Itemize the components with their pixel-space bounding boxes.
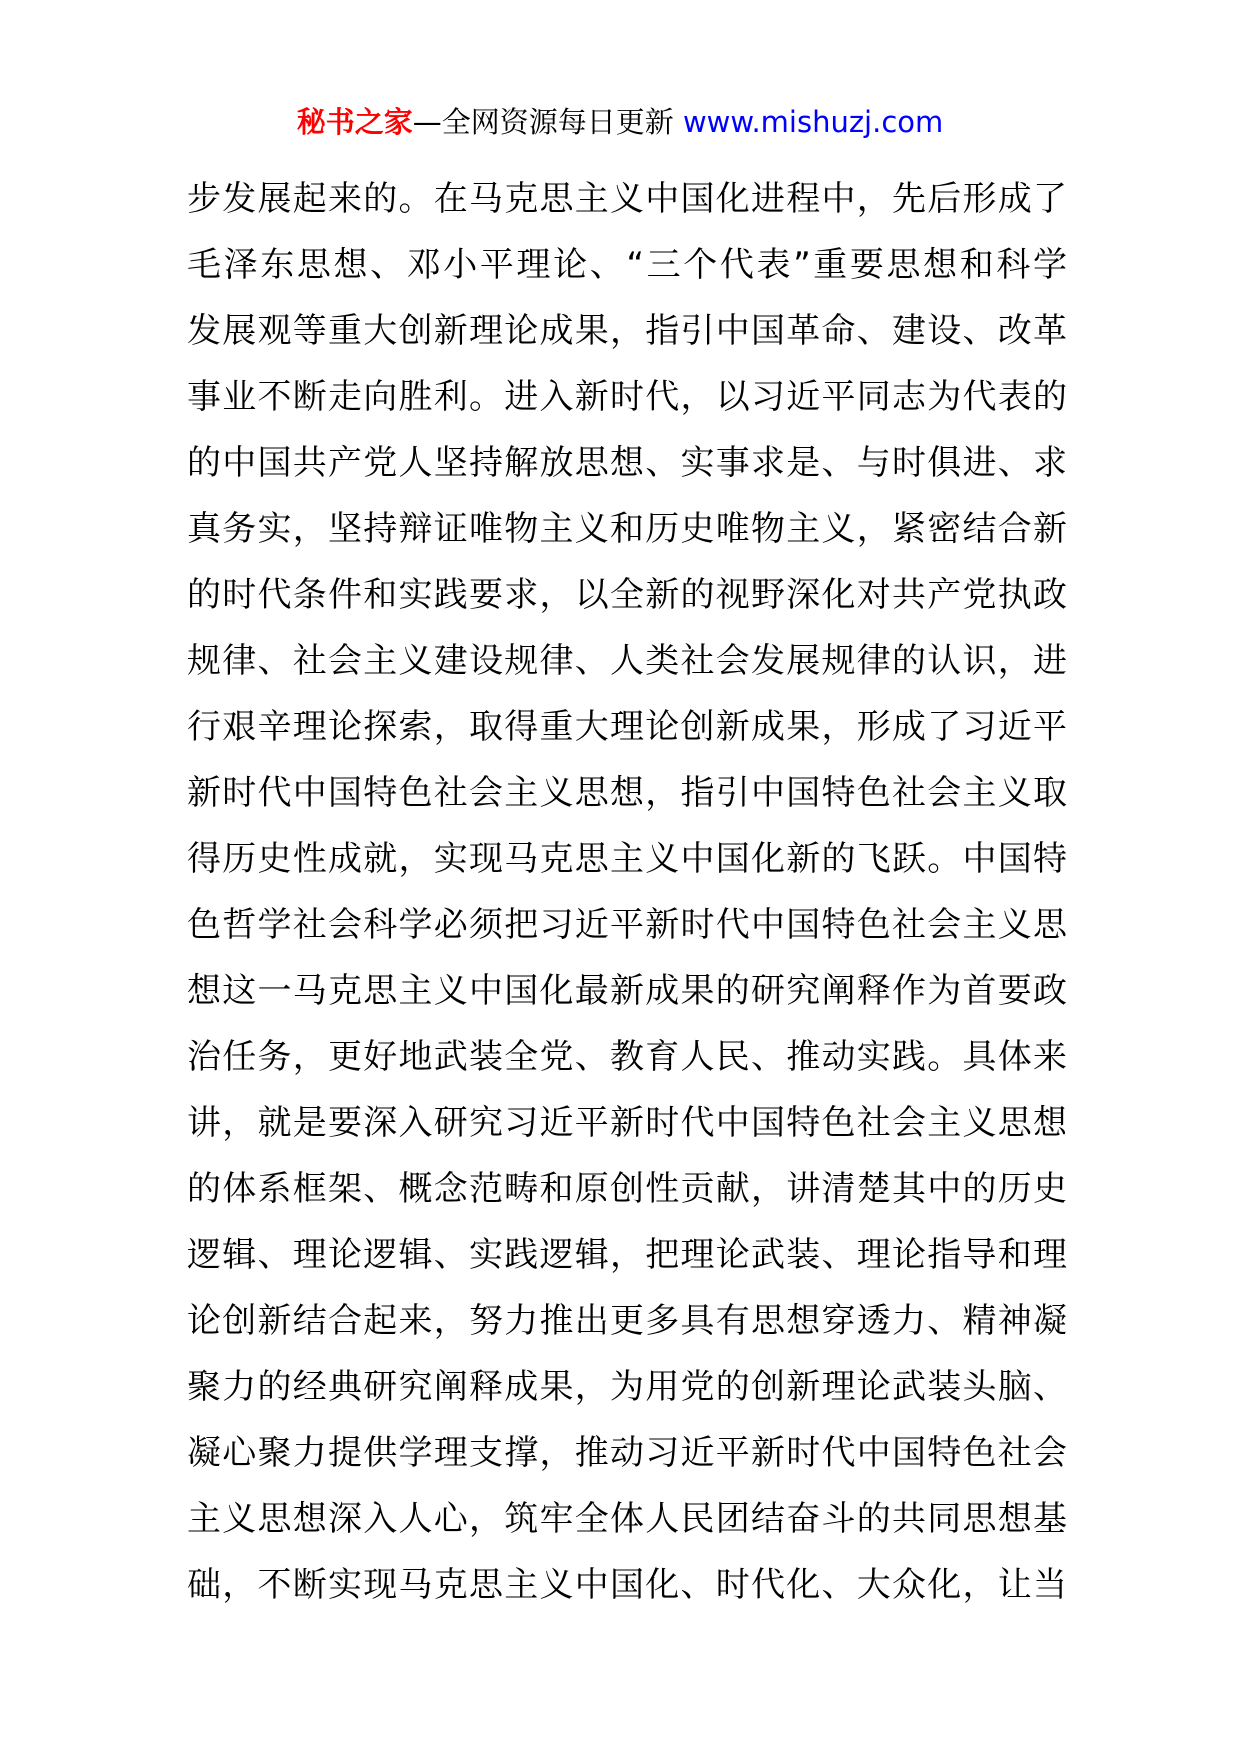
body-line: 的体系框架、概念范畴和原创性贡献，讲清楚其中的历史 <box>187 1169 1067 1209</box>
body-line: 础，不断实现马克思主义中国化、时代化、大众化，让当 <box>187 1565 1067 1605</box>
header-url-link[interactable]: www.mishuzj.com <box>682 105 944 139</box>
body-line: 毛泽东思想、邓小平理论、“三个代表”重要思想和科学 <box>187 245 1067 285</box>
header-brand: 秘书之家 <box>296 105 413 139</box>
body-line: 逻辑、理论逻辑、实践逻辑，把理论武装、理论指导和理 <box>187 1235 1067 1275</box>
body-line: 想这一马克思主义中国化最新成果的研究阐释作为首要政 <box>187 971 1067 1011</box>
body-line: 论创新结合起来，努力推出更多具有思想穿透力、精神凝 <box>187 1301 1067 1341</box>
body-line: 的中国共产党人坚持解放思想、实事求是、与时俱进、求 <box>187 443 1067 483</box>
body-line: 新时代中国特色社会主义思想，指引中国特色社会主义取 <box>187 773 1067 813</box>
body-line: 色哲学社会科学必须把习近平新时代中国特色社会主义思 <box>187 905 1067 945</box>
body-line: 真务实，坚持辩证唯物主义和历史唯物主义，紧密结合新 <box>187 509 1067 549</box>
page-header <box>0 102 1240 142</box>
body-line: 的时代条件和实践要求，以全新的视野深化对共产党执政 <box>187 575 1067 615</box>
body-line: 事业不断走向胜利。进入新时代，以习近平同志为代表的 <box>187 377 1067 417</box>
body-line: 主义思想深入人心，筑牢全体人民团结奋斗的共同思想基 <box>187 1499 1067 1539</box>
document-body <box>187 166 1067 1618</box>
body-line: 治任务，更好地武装全党、教育人民、推动实践。具体来 <box>187 1037 1067 1077</box>
body-line: 讲，就是要深入研究习近平新时代中国特色社会主义思想 <box>187 1103 1067 1143</box>
body-line: 得历史性成就，实现马克思主义中国化新的飞跃。中国特 <box>187 839 1067 879</box>
body-line: 规律、社会主义建设规律、人类社会发展规律的认识，进 <box>187 641 1067 681</box>
body-line: 聚力的经典研究阐释成果，为用党的创新理论武装头脑、 <box>187 1367 1067 1407</box>
body-line: 发展观等重大创新理论成果，指引中国革命、建设、改革 <box>187 311 1067 351</box>
header-tagline: —全网资源每日更新 <box>412 105 674 139</box>
body-line: 行艰辛理论探索，取得重大理论创新成果，形成了习近平 <box>187 707 1067 747</box>
body-line: 步发展起来的。在马克思主义中国化进程中，先后形成了 <box>187 179 1067 219</box>
body-line: 凝心聚力提供学理支撑，推动习近平新时代中国特色社会 <box>187 1433 1067 1473</box>
